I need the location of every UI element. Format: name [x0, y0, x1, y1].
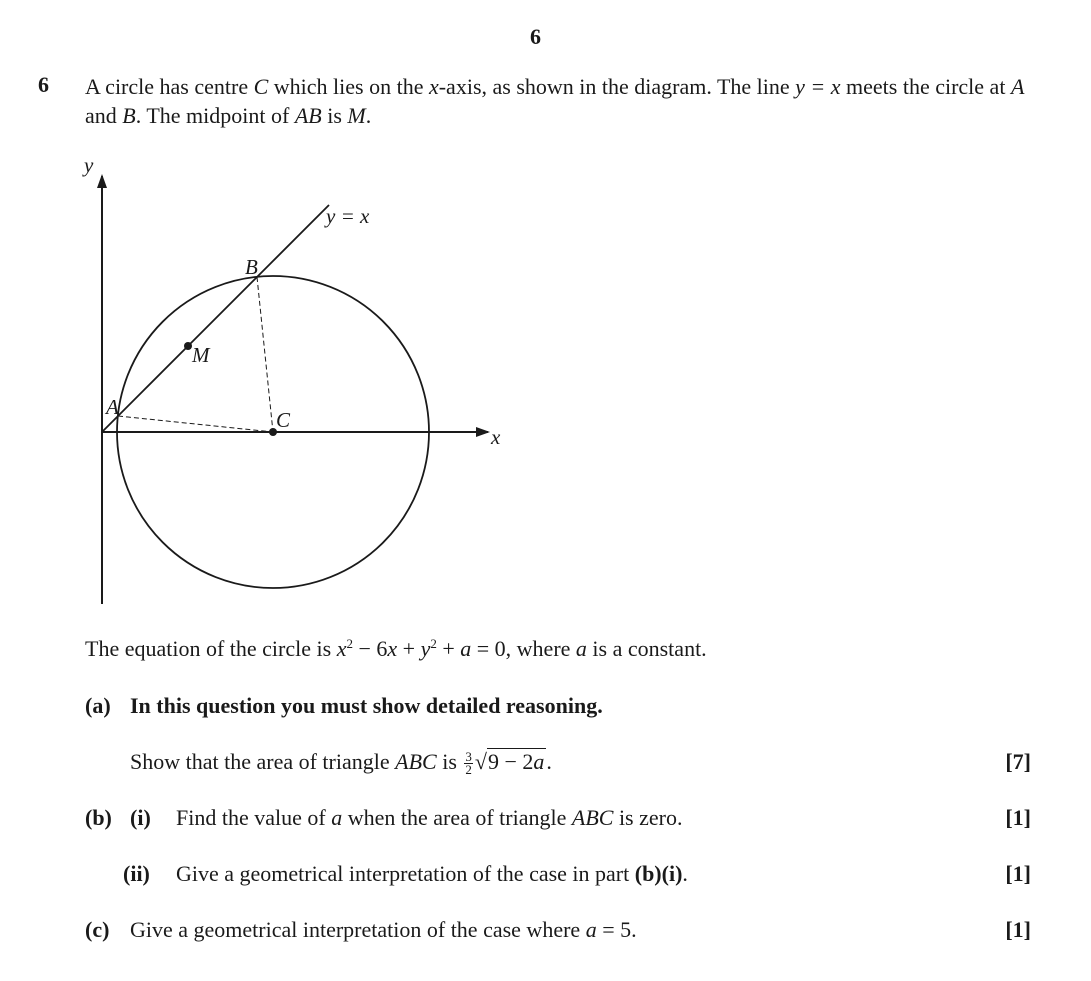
part-b-ii-prefix: Give a geometrical interpretation of the case in part: [176, 861, 635, 886]
eq-var: x: [336, 636, 347, 661]
eq-var: a: [460, 636, 472, 661]
y-axis-label: y: [84, 153, 94, 177]
eq-text: +: [397, 636, 421, 661]
intro-var-x: x: [428, 74, 439, 99]
part-a-prefix: Show that the area of triangle: [130, 749, 396, 774]
intro-text: . The midpoint of: [135, 103, 295, 128]
segment-BC: [257, 277, 273, 432]
eq-var: x: [387, 636, 398, 661]
circle-equation-line: [85, 636, 707, 662]
line-label: y = x: [326, 204, 370, 228]
segment-AC: [118, 416, 273, 432]
point-B-label: B: [245, 255, 258, 279]
question-number: 6: [38, 72, 49, 97]
part-b-i-mid: when the area of triangle: [342, 805, 572, 830]
part-c-label: (c): [85, 917, 110, 942]
eq-var: a: [575, 636, 587, 661]
sqrt-expr: 9 − 2: [487, 749, 534, 774]
part-b-ii-label: (ii): [123, 861, 150, 886]
eq-sup: 2: [346, 636, 353, 651]
part-c-text: [130, 917, 637, 943]
fraction-numerator: 3: [465, 749, 472, 765]
eq-text: is a constant.: [586, 636, 707, 661]
part-b-label: (b): [85, 805, 112, 830]
part-c-marks: [1]: [1005, 917, 1031, 942]
intro-var-C: C: [253, 74, 269, 99]
intro-var-M: M: [347, 103, 366, 128]
point-A-label: A: [106, 395, 119, 419]
part-b-ii-end: .: [682, 861, 688, 886]
part-c-eq: = 5.: [596, 917, 637, 942]
intro-text: A circle has centre: [85, 74, 254, 99]
part-b-i-text: [176, 805, 682, 831]
part-a-instruction: In this question you must show detailed reasoning.: [130, 693, 603, 718]
x-axis-label: x: [491, 425, 501, 449]
sqrt-sign: √: [474, 749, 487, 774]
part-a-triangle: ABC: [395, 749, 437, 774]
part-b-ii-text: [176, 861, 688, 887]
eq-text: The equation of the circle is: [85, 636, 337, 661]
intro-text: is: [321, 103, 348, 128]
intro-line-eq: y = x: [795, 74, 841, 99]
intro-text: .: [365, 103, 372, 128]
part-b-i-end: is zero.: [613, 805, 683, 830]
line-y-equals-x: [102, 205, 329, 432]
part-b-i-label: (i): [130, 805, 151, 830]
point-C-label: C: [276, 408, 291, 432]
intro-var-AB: AB: [294, 103, 322, 128]
intro-text: -axis, as shown in the diagram. The line: [438, 74, 796, 99]
eq-text: = 0: [471, 636, 506, 661]
part-c-var: a: [585, 917, 597, 942]
eq-sup: 2: [430, 636, 437, 651]
intro-var-A: A: [1010, 74, 1025, 99]
eq-var: y: [420, 636, 431, 661]
sqrt-var: a: [533, 749, 545, 774]
part-b-i-prefix: Find the value of: [176, 805, 332, 830]
intro-text: meets the circle at: [840, 74, 1011, 99]
part-a-marks: [7]: [1005, 749, 1031, 774]
eq-text: +: [436, 636, 461, 661]
part-c-prefix: Give a geometrical interpretation of the case where: [130, 917, 586, 942]
part-a-text: [130, 749, 552, 776]
intro-var-B: B: [122, 103, 136, 128]
eq-text: − 6: [352, 636, 388, 661]
page-number: 6: [530, 24, 541, 49]
part-a-is: is: [436, 749, 463, 774]
part-b-i-marks: [1]: [1005, 805, 1031, 830]
circle-diagram: [0, 0, 560, 620]
point-M: [184, 342, 192, 350]
intro-text: and: [85, 103, 123, 128]
intro-text: which lies on the: [268, 74, 429, 99]
part-a-end: .: [546, 749, 552, 774]
part-b-ii-marks: [1]: [1005, 861, 1031, 886]
part-a-label: (a): [85, 693, 111, 718]
part-b-ii-ref: (b)(i): [634, 861, 683, 886]
eq-text: , where: [505, 636, 576, 661]
sqrt-body: [487, 748, 546, 774]
fraction-denominator: 2: [465, 762, 472, 778]
point-M-label: M: [192, 343, 210, 367]
part-b-i-triangle: ABC: [571, 805, 614, 830]
fraction: [464, 751, 473, 776]
part-b-i-var: a: [331, 805, 343, 830]
